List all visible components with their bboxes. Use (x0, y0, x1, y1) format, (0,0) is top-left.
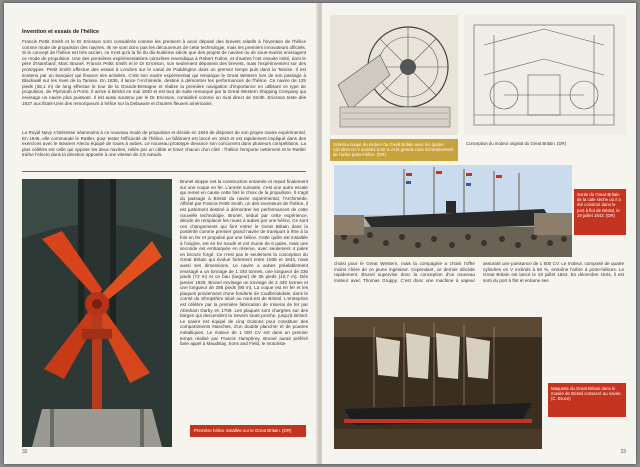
paddle-wheel-engraving (330, 15, 458, 135)
propeller-illustration (22, 179, 172, 447)
engine-plan-drawing (464, 15, 626, 135)
paddle-caption: Schéma coupe du moteur du Great Britain avec les quatre cylindres en V inclinés à 60 % et le grande roue d'entraînement de l'arbre porte-hélice. (DR) (330, 139, 458, 161)
magazine-spread (4, 3, 636, 464)
propeller-caption: Première hélice installée sur le Great Britain. (DR) (190, 425, 306, 437)
plan-caption: Conception du moteur original du Great Britain. (DR) (466, 141, 567, 146)
ship-model-photo (334, 317, 542, 449)
paddle-wheel-illustration (330, 15, 458, 135)
ship-caption: Sortie du Great Britain de la cale sèche où il a été construit dans le port à flot de Bristol, le 19 juillet 1843. (DR) (574, 189, 626, 235)
divider (22, 171, 306, 172)
page-number-right: 33 (620, 449, 626, 455)
main-column-text: Brunel stoppe net la construction entamée et repart finalement sur une coque en fer. L'année suivante, c'est une autre escale qui remet en cause cette fois le choix de la propulsion. Il s'agit du passage à Bristol du navire expérimental, l'Archimède. Affrété par Francis Pettit Smith, un des inventeurs de l'hélice, il est justement destiné à démontrer les performances de cette nouvelle technologie. Brunel, séduit par cette expérience, décide de remplacer les roues à aubes par une hélice. Ce sont ces changements qui font entrer le Great Britain dans la postérité comme premier grand navire de transport à être à la fois en fer et propulsé par une hélice. Cette quille est installée à l'origine, est en fer soudé et est munie de 6 pales, mais une seconde est embarquée en réserve, avec seulement 4 pales en bronze forgé. Ce n'est pas le seulement la conception du Great Britain qui évolue fortement entre 1838 et 1843, mais aussi ses dimensions. Le navire a aubes préalablement envisagé a un tonnage de 1 340 tonnes, une longueur de 236 pieds (72 m) et un bau (largeur) de 35 pieds (10,7 m). Dès janvier 1839, Brunel envisage un tonnage de 2 430 tonnes et une longueur de 295 pieds (90 m). La coque est en fer et les plaques proviennent d'une fonderie de Coalbrookdale, dans le comté du Shropshire situé au nord-est de Bristol. L'entreprise est célèbre par la première fabrication de minerai de fer par Abraham Darby en 1709. Les plaques sont chargées sur des barges qui descendent la Severn toute proche, jusqu'à Bristol. Le navire est équipé de cinq cloisons pour constituer des compartiments étanches, d'un double plancher et de poutres métalliques. Le moteur de 1 000 CV est dans un premier temps réalisé par Francis Humphrey. Brunel aurait préféré faire appel à Maudslay, Sons and Field, le motoriste (180, 179, 308, 347)
propeller-photo (22, 179, 172, 447)
page-number-left: 32 (22, 449, 28, 455)
section-heading: Invention et essais de l'hélice (22, 29, 100, 35)
ship-launch-painting (334, 165, 572, 257)
model-caption: Maquette du Great Britain dans le musée de Bristol consacré au navire. (C. Bruce) (548, 383, 626, 417)
right-page (322, 3, 636, 464)
ship-launch-illustration (334, 165, 572, 257)
left-page (4, 3, 318, 464)
royal-navy-paragraph: La Royal Navy s'intéresse néanmoins à ce nouveau mode de propulsion et décide en 1840 de disposer de son propre navire expérimental. En 1845, elle commande le Rattler, pour tester l'efficacité de l'hélice. Le bâtiment est lancé en 1843 et est rapidement impliqué dans des exercices avec le steamer Alecto équipé de roues à aubes. Le nouveau prototype devance son concurrent dans plusieurs compétitions. La plus célèbre est celle qui oppose les deux navires, reliés par un câble et tirant chacun d'un côté : l'hélice l'emporte nettement et le Rattler traîne l'Alecto dans la direction opposée à une vitesse de 2,5 nœuds. (22, 130, 306, 158)
ship-model-illustration (334, 317, 542, 449)
right-column-text: choisi pour le Great Western, mais la compagnie a choisi l'offre moins chère de ce jeune ingénieur. Cependant, ce dernier décède rapidement. Brunel supervise donc la conception d'un nouveau moteur avec Thomas Gruppy. C'est donc une machine à vapeur assurant une puissance de 1 600 CV. Le moteur, composé de quatre cylindres en V inclinés à 60 %, entraîne l'arbre à porte-hélices. Le Great Britain est lancé le 19 juillet 1843. En décembre 1844, il est sorti du port à flot et entame ses (334, 261, 624, 283)
intro-paragraph: Francis Pettit Smith et le Dr Ericsson sont considérés comme les premiers à avoir déposé des brevets relatifs à l'invention de l'hélice comme mode de propulsion des navires. Ils ne sont donc pas les découvreurs de cette technologie, mais les premiers innovateurs officiels. Si le concept de l'hélice est très ancien, ce n'est qu'à la fin du dix-huitième siècle que des projets de navires ou de sous-marins envisagent ce mode de propulsion. Une des premières expérimentations concrètes revendiqua à Robert Fulton, et d'autres l'ont ensuite imité, dont le père d'Isambard, Marc Brunel. Francis Pettit Smith et le Dr Ericsson, non seulement déposent des brevets, mais l'expérimentent sur des prototypes. Pettit Smith effectue des essais à Londres sur le canal de Paddington dans un premier temps puis dans la Tamise. Il est soutenu par un banquier qui finance ses activités. C'est son navire expérimental qui remarque le Great Western lors de son passage à Blackwall sur les rives de la Tamise. En 1836, il lance l'Archimède, destiné à démontrer les performances de l'hélice. Ce navire de 125 pieds (38,1 m) de long effectue le tour de la Grande-Bretagne et réalise la première navigation d'importance en utilisant ce type de propulsion, de Plymouth à Porto. Il arrive à Bristol en mai 1840 et est tout de suite remarqué par la Great Western Shipping Company qui envisage un navire plus puissant. Il est aussi soutenu par le Dr Ericsson, considéré comme un rival direct de Smith. Ericsson teste dès 1837 aux États-Unis des remorqueurs à hélice sur la Delaware et d'autres fleuves américains. (22, 39, 306, 106)
engine-plan-illustration (464, 15, 626, 135)
